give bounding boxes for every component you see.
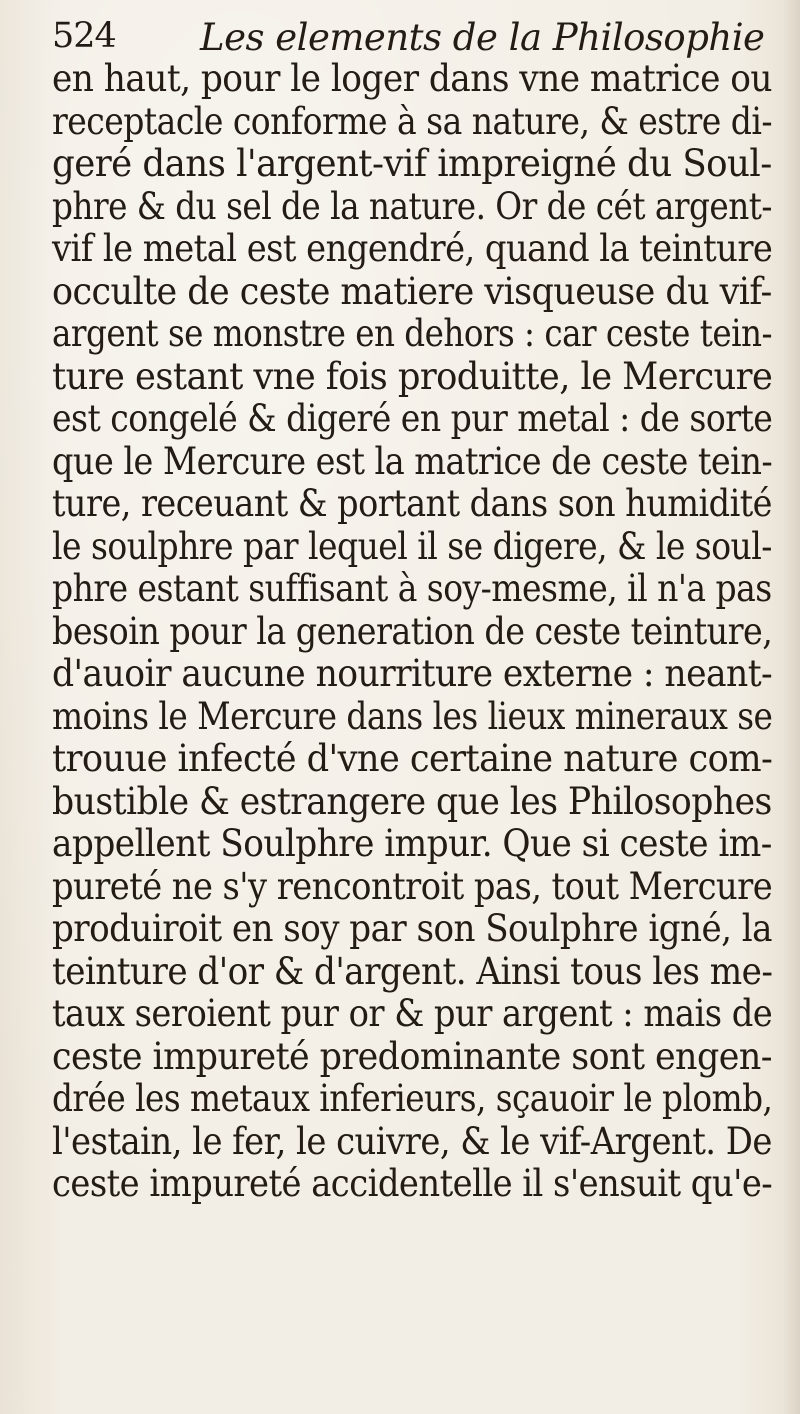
text-line: phre & du sel de la nature. Or de cét argent-	[52, 184, 772, 228]
text-line: trouue infecté d'vne certaine nature com-	[52, 737, 773, 780]
text-line: ture, receuant & portant dans son humidité	[52, 482, 772, 525]
text-line: appellent Soulphre impur. Que si ceste im-	[52, 822, 772, 865]
text-line: que le Mercure est la matrice de ceste tein-	[52, 439, 773, 483]
text-line: bustible & estrangere que les Philosophes	[52, 779, 772, 823]
page-number: 524	[52, 16, 116, 56]
text-line: moins le Mercure dans les lieux mineraux se	[52, 694, 773, 738]
text-line: receptacle conforme à sa nature, & estre di-	[52, 99, 772, 143]
text-line: est congelé & digeré en pur metal : de sorte	[52, 397, 773, 440]
text-line: argent se monstre en dehors : car ceste tein-	[52, 312, 772, 355]
text-line: ceste impureté predominante sont engen-	[52, 1034, 772, 1078]
text-line: vif le metal est engendré, quand la teinture	[52, 227, 773, 270]
text-line: ceste impureté accidentelle il s'ensuit qu'e-	[52, 1162, 773, 1205]
text-line: pureté ne s'y rencontroit pas, tout Mercure	[52, 864, 773, 908]
running-title: Les elements de la Philosophie	[200, 16, 765, 59]
text-line: phre estant suffisant à soy-mesme, il n'a pas	[52, 567, 772, 610]
text-line: occulte de ceste matiere visqueuse du vif-	[52, 269, 772, 313]
text-line: produiroit en soy par son Soulphre igné, la	[52, 907, 772, 950]
text-line: teinture d'or & d'argent. Ainsi tous les me-	[52, 949, 773, 993]
text-line: ture estant vne fois produitte, le Mercure	[52, 354, 773, 398]
text-line: en haut, pour le loger dans vne matrice ou	[52, 57, 772, 100]
text-line: geré dans l'argent-vif impreigné du Soul-	[52, 142, 772, 185]
text-line: taux seroient pur or & pur argent : mais de	[52, 992, 773, 1035]
text-line: drée les metaux inferieurs, sçauoir le plomb,	[52, 1077, 773, 1120]
body-text	[52, 58, 772, 1206]
text-line: besoin pour la generation de ceste teinture,	[52, 609, 773, 653]
text-line: le soulphre par lequel il se digere, & le soul-	[52, 524, 772, 568]
page-edge-shadow	[782, 0, 800, 1414]
text-line: d'auoir aucune nourriture externe : neant-	[52, 652, 773, 695]
text-line: l'estain, le fer, le cuivre, & le vif-Argent. De	[52, 1119, 772, 1163]
